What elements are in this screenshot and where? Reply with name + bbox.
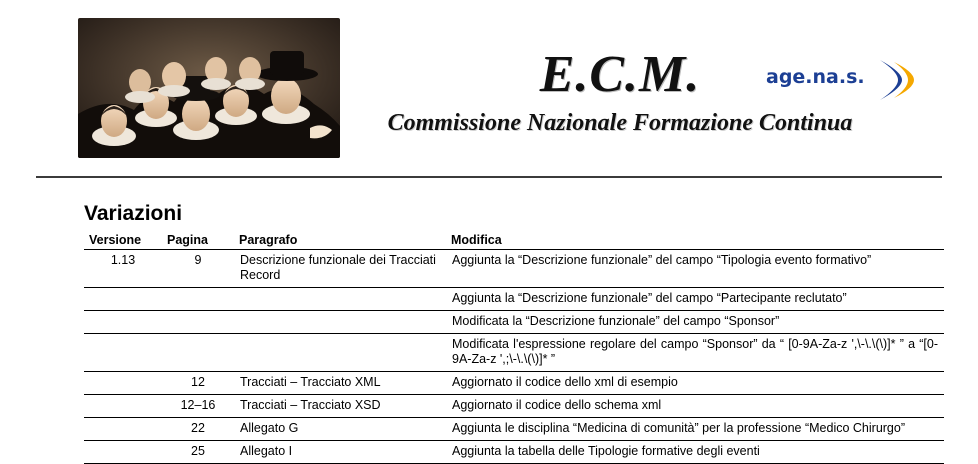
page-subtitle: Commissione Nazionale Formazione Continua	[387, 110, 853, 136]
cell-versione	[84, 395, 162, 418]
cell-pagina: 12	[162, 372, 234, 395]
column-header-paragrafo: Paragrafo	[234, 232, 446, 250]
cell-pagina	[162, 334, 234, 372]
cell-paragrafo	[234, 334, 446, 372]
cell-modifica: Modificata la “Descrizione funzionale” del campo “Sponsor”	[446, 311, 944, 334]
section-title: Variazioni	[84, 202, 183, 225]
variations-table	[84, 232, 944, 464]
table-row	[84, 334, 944, 372]
cell-modifica: Modificata l'espressione regolare del campo “Sponsor” da “ [0-9A-Za-z ',\-\.\(\)]* ” a “[0-9A-Za-z ',;\-\.\(\)]* ”	[446, 334, 944, 372]
table-row	[84, 395, 944, 418]
table-row	[84, 288, 944, 311]
cell-pagina	[162, 288, 234, 311]
agenas-logo-text: age.na.s.	[766, 66, 865, 88]
column-header-modifica: Modifica	[446, 232, 944, 250]
cell-modifica: Aggiornato il codice dello schema xml	[446, 395, 944, 418]
cell-paragrafo: Tracciati – Tracciato XML	[234, 372, 446, 395]
cell-modifica: Aggiunta la “Descrizione funzionale” del campo “Partecipante reclutato”	[446, 288, 944, 311]
cell-pagina: 12–16	[162, 395, 234, 418]
cell-pagina: 25	[162, 441, 234, 464]
cell-paragrafo	[234, 288, 446, 311]
cell-paragrafo: Descrizione funzionale dei Tracciati Record	[234, 250, 446, 288]
cell-versione	[84, 288, 162, 311]
cell-modifica: Aggiunta la tabella delle Tipologie formative degli eventi	[446, 441, 944, 464]
agenas-logo	[766, 58, 916, 104]
cell-versione	[84, 372, 162, 395]
cell-modifica: Aggiunta le disciplina “Medicina di comunità” per la professione “Medico Chirurgo”	[446, 418, 944, 441]
cell-modifica: Aggiunta la “Descrizione funzionale” del campo “Tipologia evento formativo”	[446, 250, 944, 288]
cell-versione	[84, 441, 162, 464]
cell-versione	[84, 334, 162, 372]
column-header-pagina: Pagina	[162, 232, 234, 250]
table-row	[84, 372, 944, 395]
cell-paragrafo: Allegato I	[234, 441, 446, 464]
agenas-swoosh-icon	[876, 58, 916, 102]
page-title: E.C.M.	[539, 46, 701, 103]
anatomy-lesson-painting	[78, 18, 340, 158]
cell-paragrafo: Allegato G	[234, 418, 446, 441]
table-row	[84, 418, 944, 441]
cell-pagina: 9	[162, 250, 234, 288]
table-header-row	[84, 232, 944, 250]
document-body	[0, 178, 978, 464]
cell-versione: 1.13	[84, 250, 162, 288]
table-row	[84, 250, 944, 288]
cell-pagina	[162, 311, 234, 334]
cell-paragrafo	[234, 311, 446, 334]
cell-versione	[84, 418, 162, 441]
table-row	[84, 311, 944, 334]
cell-versione	[84, 311, 162, 334]
cell-modifica: Aggiornato il codice dello xml di esempio	[446, 372, 944, 395]
document-header	[0, 0, 978, 172]
cell-paragrafo: Tracciati – Tracciato XSD	[234, 395, 446, 418]
column-header-versione: Versione	[84, 232, 162, 250]
cell-pagina: 22	[162, 418, 234, 441]
table-row	[84, 441, 944, 464]
